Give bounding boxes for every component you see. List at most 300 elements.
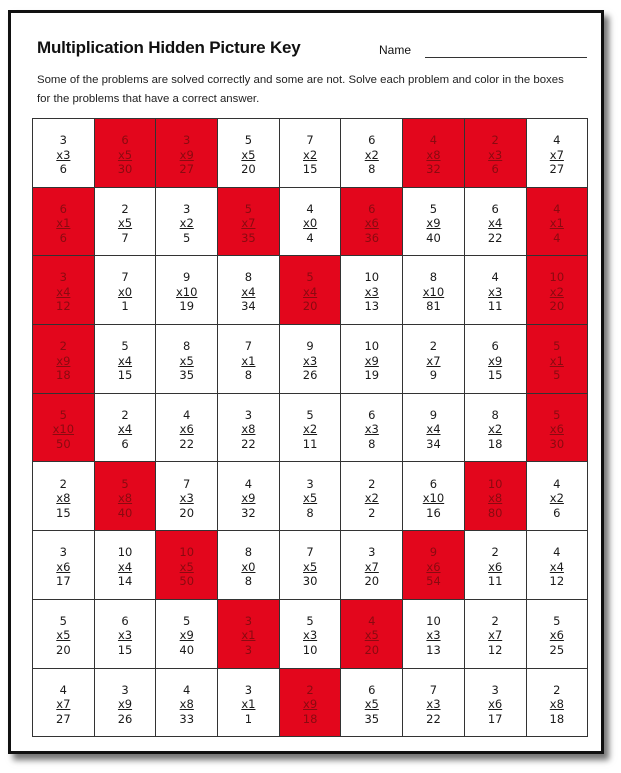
grid-row — [33, 119, 588, 188]
worksheet-title: Multiplication Hidden Picture Key — [37, 38, 301, 57]
multiplication-problem — [488, 202, 503, 246]
problem-answer: 50 — [56, 436, 71, 451]
problem-cell[interactable] — [279, 256, 341, 325]
multiplication-problem — [118, 545, 133, 589]
problem-cell[interactable] — [464, 531, 526, 600]
problem-multiplier: x2 — [488, 422, 503, 437]
problem-cell[interactable] — [526, 187, 588, 256]
problem-cell[interactable] — [403, 119, 465, 188]
problem-multiplier: x7 — [364, 559, 379, 574]
problem-cell[interactable] — [341, 187, 403, 256]
problem-cell[interactable] — [403, 325, 465, 394]
problem-cell[interactable] — [218, 599, 280, 668]
problem-multiplier: x4 — [303, 284, 318, 299]
problem-multiplier: x6 — [364, 216, 379, 231]
problem-multiplier: x9 — [426, 216, 441, 231]
problem-answer: 18 — [487, 436, 503, 451]
problem-answer: 15 — [117, 642, 133, 657]
multiplication-problem — [179, 545, 194, 589]
problem-cell[interactable] — [156, 119, 218, 188]
multiplication-problem — [303, 683, 318, 727]
problem-answer: 22 — [241, 436, 256, 451]
problem-answer: 11 — [487, 574, 503, 589]
problem-multiplicand: 10 — [487, 476, 503, 491]
problem-cell[interactable] — [156, 462, 218, 531]
problem-cell[interactable] — [218, 325, 280, 394]
problem-multiplier: x7 — [56, 697, 71, 712]
multiplication-problem — [488, 339, 503, 383]
problem-multiplier: x5 — [364, 697, 379, 712]
problem-multiplicand: 2 — [59, 339, 67, 354]
multiplication-problem — [426, 408, 441, 452]
multiplication-problem — [179, 133, 194, 177]
multiplication-problem — [179, 614, 194, 658]
multiplication-problem — [364, 683, 379, 727]
problem-cell[interactable] — [403, 599, 465, 668]
problem-multiplicand: 3 — [306, 476, 314, 491]
problem-multiplier: x1 — [549, 353, 564, 368]
problem-answer: 20 — [364, 574, 380, 589]
problem-cell[interactable] — [341, 531, 403, 600]
problem-multiplicand: 3 — [491, 682, 499, 697]
multiplication-problem — [426, 683, 441, 727]
problem-multiplier: x10 — [422, 284, 445, 299]
problem-multiplier: x7 — [549, 147, 564, 162]
multiplication-problem — [426, 133, 441, 177]
problem-cell[interactable] — [279, 325, 341, 394]
problem-cell[interactable] — [218, 256, 280, 325]
problem-answer: 14 — [117, 574, 133, 589]
problem-cell[interactable] — [94, 119, 156, 188]
problem-cell[interactable] — [156, 668, 218, 737]
problem-multiplicand: 4 — [491, 270, 499, 285]
problem-cell[interactable] — [279, 531, 341, 600]
multiplication-problem — [241, 408, 256, 452]
problem-answer: 20 — [56, 642, 71, 657]
multiplication-problem — [426, 202, 441, 246]
problem-multiplicand: 4 — [183, 407, 191, 422]
problem-multiplier: x8 — [426, 147, 441, 162]
multiplication-problem — [241, 683, 255, 727]
problem-cell[interactable] — [279, 393, 341, 462]
multiplication-problem — [550, 202, 564, 246]
problem-multiplier: x2 — [179, 216, 194, 231]
problem-cell[interactable] — [94, 531, 156, 600]
problem-cell[interactable] — [464, 599, 526, 668]
problem-multiplicand: 6 — [368, 682, 376, 697]
problem-multiplier: x2 — [364, 491, 379, 506]
problem-cell[interactable] — [279, 668, 341, 737]
problem-answer: 12 — [56, 299, 71, 314]
multiplication-problem — [550, 683, 565, 727]
problem-cell[interactable] — [33, 119, 95, 188]
problem-cell[interactable] — [218, 187, 280, 256]
problem-multiplicand: 8 — [491, 407, 499, 422]
problem-cell[interactable] — [33, 531, 95, 600]
problem-multiplier: x7 — [426, 353, 441, 368]
problem-multiplicand: 5 — [183, 613, 191, 628]
multiplication-problem — [180, 202, 194, 246]
problem-multiplier: x4 — [56, 284, 71, 299]
problem-cell[interactable] — [341, 668, 403, 737]
problem-multiplicand: 7 — [306, 545, 314, 560]
problem-multiplier: x5 — [117, 147, 133, 162]
problem-cell[interactable] — [403, 256, 465, 325]
problem-answer: 22 — [426, 711, 441, 726]
problem-multiplicand: 8 — [429, 270, 438, 285]
multiplication-problem — [303, 270, 318, 314]
problem-multiplier: x8 — [56, 491, 71, 506]
problem-multiplicand: 4 — [553, 545, 561, 560]
problem-answer: 12 — [549, 574, 565, 589]
problem-cell[interactable] — [94, 256, 156, 325]
problem-answer: 6 — [59, 162, 67, 177]
problem-multiplicand: 9 — [183, 270, 191, 285]
multiplication-problem — [118, 270, 132, 314]
problem-answer: 20 — [241, 162, 256, 177]
problem-multiplicand: 3 — [244, 613, 253, 628]
problem-answer: 4 — [553, 230, 561, 245]
problem-cell[interactable] — [526, 462, 588, 531]
multiplication-problem — [179, 477, 194, 521]
problem-cell[interactable] — [33, 325, 95, 394]
problem-multiplier: x7 — [488, 628, 503, 643]
problem-answer: 4 — [306, 230, 314, 245]
problem-answer: 32 — [426, 162, 441, 177]
problem-multiplier: x5 — [303, 559, 318, 574]
problem-cell[interactable] — [464, 256, 526, 325]
problem-cell[interactable] — [218, 119, 280, 188]
problem-cell[interactable] — [526, 256, 588, 325]
problem-answer: 22 — [487, 230, 503, 245]
problem-multiplier: x4 — [549, 559, 564, 574]
problem-cell[interactable] — [341, 256, 403, 325]
multiplication-problem — [56, 202, 70, 246]
problem-multiplier: x3 — [426, 628, 441, 643]
problem-answer: 81 — [426, 299, 441, 314]
problem-multiplicand: 6 — [429, 476, 438, 491]
problem-multiplier: x8 — [549, 697, 564, 712]
problem-cell[interactable] — [464, 462, 526, 531]
multiplication-problem — [303, 477, 317, 521]
multiplication-problem — [364, 614, 379, 658]
problem-answer: 5 — [183, 230, 191, 245]
problem-answer: 32 — [241, 505, 256, 520]
problem-cell[interactable] — [33, 256, 95, 325]
problem-multiplicand: 5 — [553, 339, 561, 354]
problem-answer: 20 — [549, 299, 565, 314]
problem-multiplier: x2 — [364, 147, 379, 162]
problem-cell[interactable] — [218, 393, 280, 462]
problem-multiplier: x5 — [179, 559, 194, 574]
multiplication-problem — [53, 408, 74, 452]
problem-cell[interactable] — [403, 393, 465, 462]
multiplication-problem — [118, 408, 132, 452]
problem-cell[interactable] — [464, 325, 526, 394]
problem-cell[interactable] — [33, 393, 95, 462]
problem-multiplier: x3 — [364, 422, 379, 437]
problem-multiplier: x9 — [117, 697, 133, 712]
problem-multiplier: x4 — [117, 353, 133, 368]
problem-cell[interactable] — [341, 325, 403, 394]
problem-multiplier: x3 — [303, 628, 318, 643]
multiplication-problem — [179, 683, 194, 727]
problem-multiplicand: 8 — [244, 270, 253, 285]
problem-multiplicand: 3 — [121, 682, 129, 697]
problem-cell[interactable] — [94, 393, 156, 462]
problem-cell[interactable] — [464, 119, 526, 188]
problem-cell[interactable] — [403, 531, 465, 600]
problem-cell[interactable] — [279, 462, 341, 531]
problem-answer: 20 — [364, 642, 380, 657]
grid-row — [33, 325, 588, 394]
problem-cell[interactable] — [94, 187, 156, 256]
problem-multiplier: x9 — [179, 147, 194, 162]
problem-multiplier: x1 — [549, 216, 564, 231]
multiplication-problem — [303, 408, 318, 452]
problem-multiplier: x5 — [241, 147, 256, 162]
problem-multiplicand: 5 — [553, 407, 561, 422]
problem-cell[interactable] — [94, 462, 156, 531]
problem-cell[interactable] — [156, 599, 218, 668]
problem-multiplier: x9 — [303, 697, 318, 712]
problem-multiplier: x9 — [488, 353, 503, 368]
multiplication-problem — [118, 477, 133, 521]
problem-cell[interactable] — [218, 531, 280, 600]
problem-cell[interactable] — [526, 599, 588, 668]
problem-multiplicand: 6 — [121, 133, 129, 148]
multiplication-problem — [488, 133, 502, 177]
problem-multiplier: x3 — [426, 697, 441, 712]
problem-multiplier: x4 — [241, 284, 256, 299]
problem-multiplicand: 2 — [491, 133, 499, 148]
problem-multiplicand: 5 — [306, 613, 314, 628]
multiplication-problem — [550, 339, 564, 383]
problem-multiplicand: 5 — [59, 613, 67, 628]
problem-multiplier: x3 — [179, 491, 194, 506]
multiplication-problem — [303, 133, 318, 177]
problem-cell[interactable] — [341, 119, 403, 188]
problem-multiplier: x9 — [241, 491, 256, 506]
multiplication-problem — [550, 477, 564, 521]
problem-answer: 19 — [179, 299, 195, 314]
problem-multiplier: x10 — [52, 422, 75, 437]
multiplication-problem — [303, 339, 318, 383]
problem-multiplier: x10 — [175, 284, 198, 299]
problem-cell[interactable] — [526, 325, 588, 394]
grid-row — [33, 187, 588, 256]
grid-body — [33, 119, 588, 737]
problem-multiplicand: 4 — [553, 201, 561, 216]
multiplication-problem — [550, 270, 565, 314]
problem-multiplicand: 2 — [306, 682, 314, 697]
problem-multiplicand: 5 — [306, 407, 314, 422]
problem-cell[interactable] — [156, 325, 218, 394]
problem-answer: 40 — [117, 505, 133, 520]
problem-cell[interactable] — [218, 668, 280, 737]
problem-answer: 36 — [364, 230, 380, 245]
multiplication-problem — [241, 133, 256, 177]
problem-cell[interactable] — [94, 668, 156, 737]
grid-row — [33, 393, 588, 462]
multiplication-problem — [179, 339, 194, 383]
problem-multiplier: x5 — [56, 628, 71, 643]
problem-multiplier: x1 — [56, 216, 71, 231]
problem-multiplier: x5 — [303, 491, 318, 506]
problem-multiplicand: 5 — [306, 270, 314, 285]
problem-multiplier: x9 — [179, 628, 194, 643]
problem-answer: 18 — [56, 368, 71, 383]
multiplication-problem — [56, 614, 71, 658]
multiplication-problem — [488, 683, 503, 727]
problem-multiplicand: 7 — [121, 270, 129, 285]
problem-answer: 22 — [179, 436, 195, 451]
problem-cell[interactable] — [33, 462, 95, 531]
problem-cell[interactable] — [94, 325, 156, 394]
problem-cell[interactable] — [464, 668, 526, 737]
multiplication-problem — [56, 477, 71, 521]
problem-answer: 6 — [121, 436, 129, 451]
problem-multiplier: x6 — [488, 697, 503, 712]
problem-multiplier: x5 — [364, 628, 379, 643]
problem-cell[interactable] — [403, 462, 465, 531]
multiplication-problem — [423, 477, 444, 521]
problem-cell[interactable] — [156, 256, 218, 325]
problem-answer: 2 — [368, 505, 376, 520]
multiplication-problem — [488, 408, 503, 452]
problem-multiplicand: 10 — [364, 270, 380, 285]
problem-cell[interactable] — [526, 119, 588, 188]
multiplication-problem — [365, 477, 379, 521]
multiplication-problem — [426, 614, 441, 658]
problem-cell[interactable] — [33, 668, 95, 737]
problem-cell[interactable] — [94, 599, 156, 668]
problem-cell[interactable] — [464, 393, 526, 462]
problem-multiplier: x3 — [488, 284, 503, 299]
problem-answer: 20 — [179, 505, 195, 520]
problem-multiplicand: 4 — [553, 133, 561, 148]
problem-cell[interactable] — [279, 119, 341, 188]
problem-multiplier: x3 — [364, 284, 379, 299]
problem-multiplicand: 10 — [179, 545, 195, 560]
multiplication-problem — [550, 133, 565, 177]
problem-multiplicand: 4 — [368, 613, 376, 628]
problem-cell[interactable] — [403, 668, 465, 737]
problem-multiplier: x6 — [549, 628, 564, 643]
problem-multiplicand: 4 — [183, 682, 191, 697]
problem-cell[interactable] — [156, 531, 218, 600]
problem-answer: 1 — [244, 711, 253, 726]
problem-multiplier: x6 — [549, 422, 564, 437]
problem-multiplier: x0 — [117, 284, 133, 299]
problem-multiplier: x9 — [56, 353, 71, 368]
multiplication-problem — [241, 339, 255, 383]
problem-answer: 18 — [549, 711, 565, 726]
problem-cell[interactable] — [464, 187, 526, 256]
problem-answer: 15 — [117, 368, 133, 383]
problem-cell[interactable] — [279, 599, 341, 668]
problem-cell[interactable] — [33, 599, 95, 668]
problem-multiplier: x4 — [117, 559, 133, 574]
problem-multiplicand: 5 — [59, 407, 67, 422]
multiplication-problem — [550, 408, 565, 452]
problem-answer: 17 — [56, 574, 71, 589]
problem-cell[interactable] — [403, 187, 465, 256]
problem-answer: 8 — [244, 574, 253, 589]
multiplication-problem — [365, 408, 379, 452]
problem-answer: 35 — [241, 230, 256, 245]
problem-cell[interactable] — [156, 187, 218, 256]
problem-answer: 15 — [56, 505, 71, 520]
problem-multiplicand: 2 — [491, 613, 499, 628]
problem-multiplicand: 5 — [121, 476, 129, 491]
problem-answer: 27 — [549, 162, 565, 177]
problem-answer: 27 — [56, 711, 71, 726]
problem-multiplicand: 8 — [244, 545, 253, 560]
problem-multiplicand: 7 — [429, 682, 438, 697]
problem-multiplicand: 8 — [183, 339, 191, 354]
problem-answer: 3 — [244, 642, 253, 657]
problem-cell[interactable] — [526, 668, 588, 737]
problem-multiplicand: 9 — [429, 407, 438, 422]
problem-cell[interactable] — [279, 187, 341, 256]
problem-answer: 6 — [553, 505, 561, 520]
problem-multiplier: x10 — [422, 491, 445, 506]
problem-multiplier: x8 — [117, 491, 133, 506]
problem-answer: 18 — [302, 711, 318, 726]
name-label: Name — [379, 43, 412, 57]
problem-multiplier: x3 — [56, 147, 71, 162]
problem-cell[interactable] — [341, 599, 403, 668]
problem-answer: 12 — [487, 642, 503, 657]
problem-cell[interactable] — [341, 462, 403, 531]
instructions-text: Some of the problems are solved correctly and some are not. Solve each problem and color in the boxes for the problems that have a correct answer. — [37, 74, 564, 105]
multiplication-problem — [488, 614, 503, 658]
problem-answer: 34 — [426, 436, 441, 451]
problem-answer: 26 — [302, 368, 318, 383]
multiplication-problem — [488, 545, 503, 589]
problem-answer: 8 — [368, 162, 376, 177]
problem-answer: 54 — [426, 574, 441, 589]
problem-multiplicand: 4 — [306, 201, 314, 216]
problem-cell[interactable] — [156, 393, 218, 462]
problem-multiplicand: 2 — [429, 339, 438, 354]
hidden-picture-grid — [32, 118, 588, 737]
problem-multiplier: x4 — [426, 422, 441, 437]
problem-answer: 35 — [364, 711, 380, 726]
problem-multiplier: x9 — [364, 353, 379, 368]
problem-cell[interactable] — [33, 187, 95, 256]
problem-answer: 8 — [368, 436, 376, 451]
problem-answer: 33 — [179, 711, 195, 726]
multiplication-problem — [56, 133, 70, 177]
problem-answer: 15 — [302, 162, 318, 177]
problem-multiplier: x0 — [303, 216, 318, 231]
problem-answer: 25 — [549, 642, 565, 657]
problem-answer: 35 — [179, 368, 195, 383]
problem-cell[interactable] — [341, 393, 403, 462]
multiplication-problem — [303, 545, 318, 589]
problem-cell[interactable] — [218, 462, 280, 531]
problem-multiplier: x6 — [426, 559, 441, 574]
multiplication-problem — [364, 545, 379, 589]
multiplication-problem — [241, 545, 255, 589]
problem-answer: 11 — [487, 299, 503, 314]
problem-answer: 34 — [241, 299, 256, 314]
problem-cell[interactable] — [526, 531, 588, 600]
problem-cell[interactable] — [526, 393, 588, 462]
problem-answer: 80 — [487, 505, 503, 520]
